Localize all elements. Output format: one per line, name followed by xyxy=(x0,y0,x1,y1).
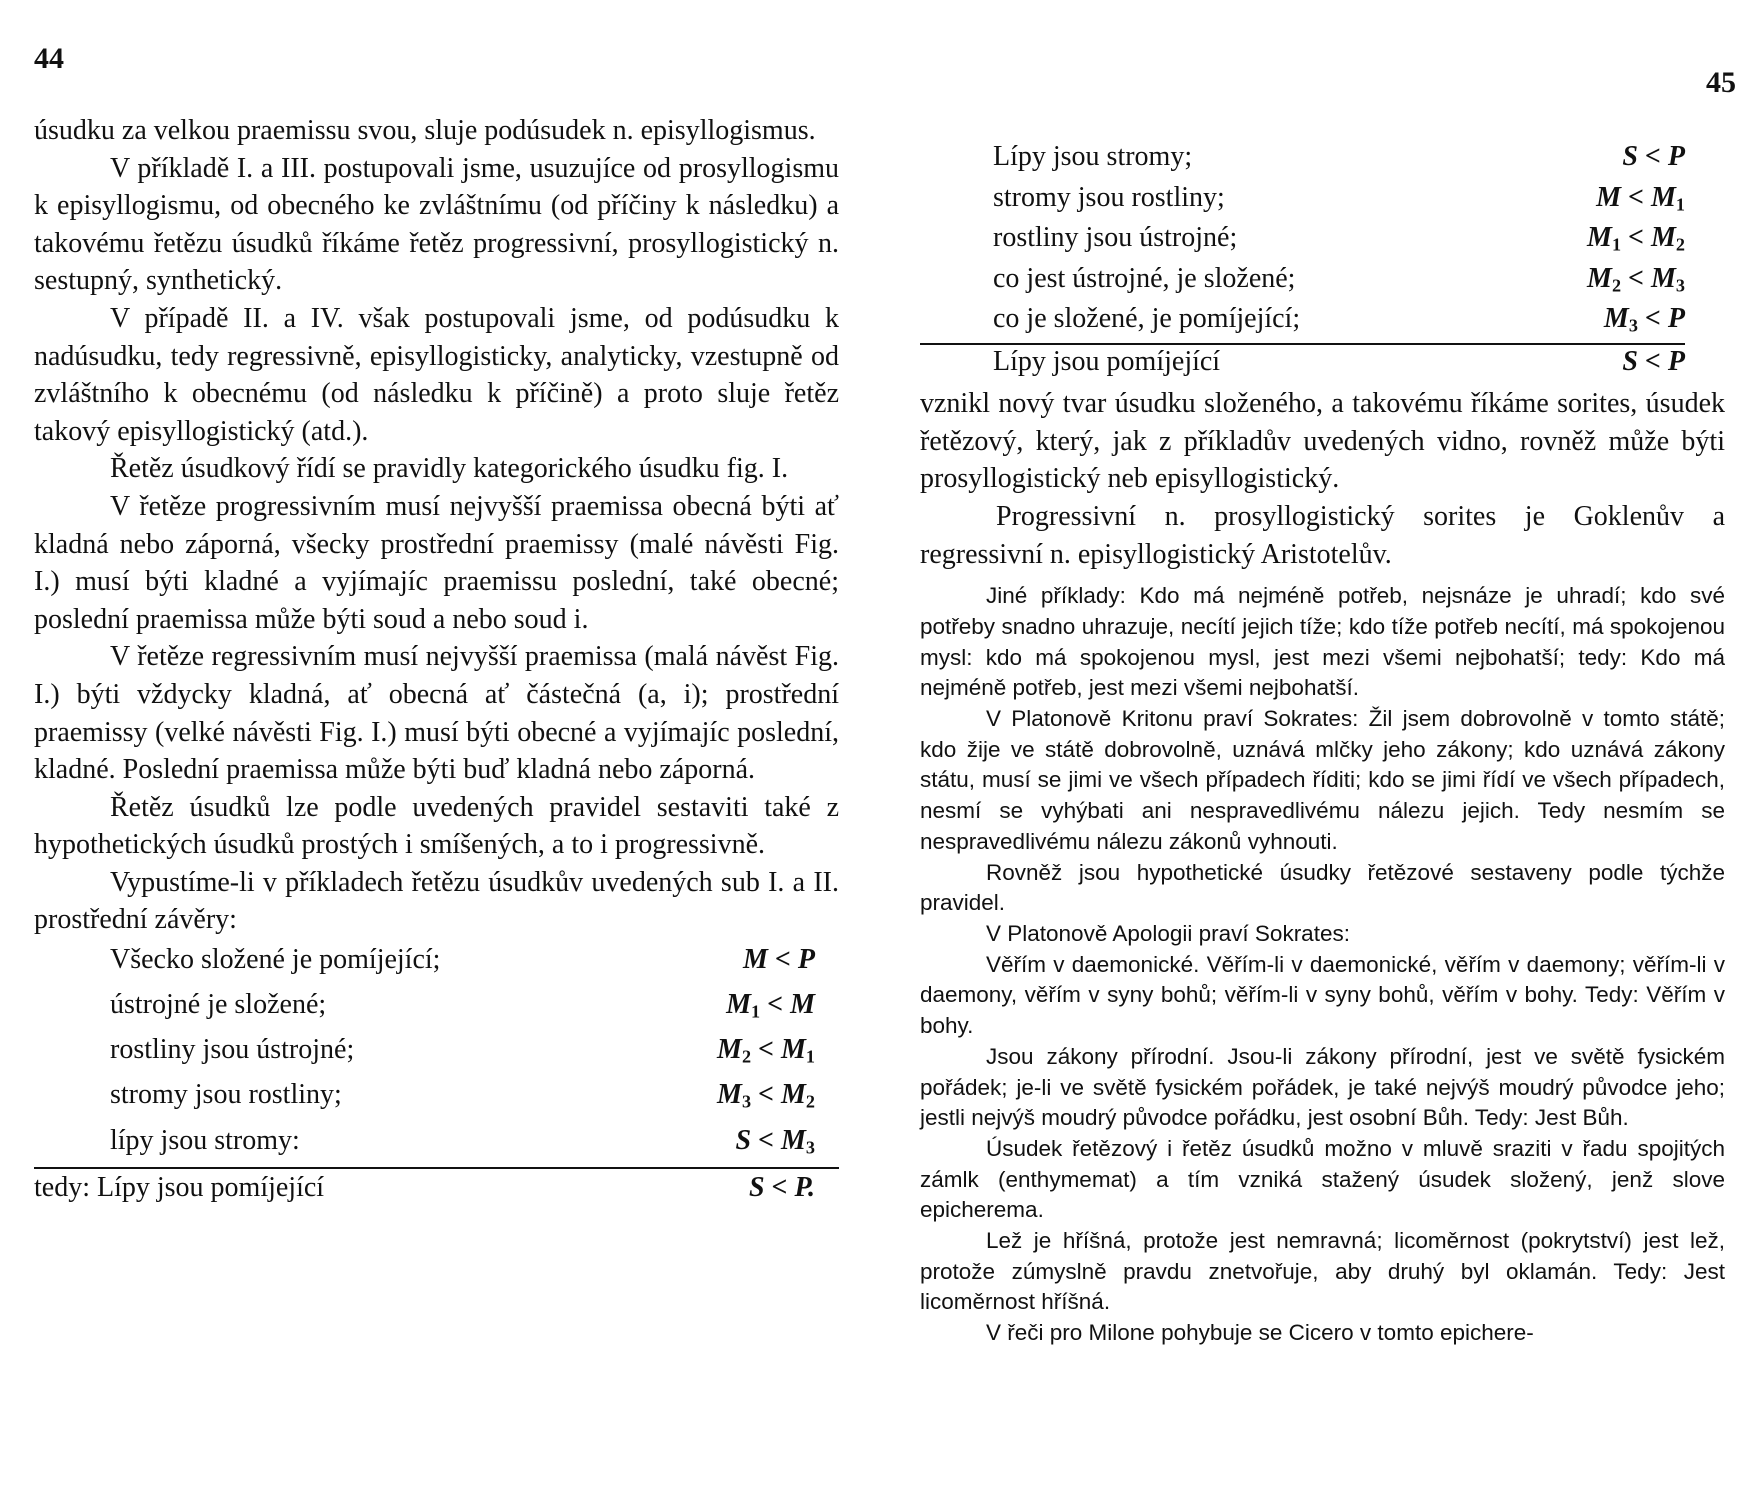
premise-text: lípy jsou stromy: xyxy=(110,1124,300,1156)
right-page xyxy=(880,0,1752,1500)
premise-text: rostliny jsou ústrojné; xyxy=(993,222,1238,254)
paragraph: V řetěze regressivním musí nejvyšší praemissa (malá návěst Fig. I.) býti vždycky kladná, ať obecná ať částečná (a, i); prostřední praemissy (velké návěsti Fig. I.) musí býti obecné a vyjímajíc poslední, kladné. Poslední praemissa může býti buď kladná nebo záporná. xyxy=(34,641,839,786)
syllogism-row xyxy=(110,1031,815,1076)
syllogism-conclusion xyxy=(34,1167,839,1214)
formula: $M_1 < M_2$ xyxy=(1587,222,1685,255)
formula: S < P. xyxy=(748,1171,815,1203)
formula: $S < M_3$ xyxy=(735,1124,815,1158)
paragraph: Řetěz úsudkový řídí se pravidly kategorického úsudku fig. I. xyxy=(110,453,789,485)
syllogism-row xyxy=(993,302,1685,343)
paragraph: Věřím v daemonické. Věřím-li v daemonické, věřím v daemony; věřím-li v daemony, věřím v syny bohů; věřím-li v syny bohů, věřím v bohy. Tedy: Věřím v bohy. xyxy=(920,951,1725,1039)
paragraph: V řetěze progressivním musí nejvyšší praemissa obecná býti ať kladná nebo záporná, všecky prostřední praemissy (malé návěsti Fig. I.) musí býti kladné a vyjímajíc praemissu poslední, také obecné; poslední praemissa může býti soud a nebo soud i. xyxy=(34,490,839,635)
premise-text: rostliny jsou ústrojné; xyxy=(110,1034,355,1066)
page-number: 44 xyxy=(34,42,64,75)
formula: S < P xyxy=(1622,141,1685,172)
left-text-column xyxy=(34,112,839,1214)
syllogism-row xyxy=(110,1076,815,1121)
syllogism-row xyxy=(993,262,1685,303)
right-text-column xyxy=(920,140,1725,1349)
formula: M < P xyxy=(743,944,815,976)
premise-text: stromy jsou rostliny; xyxy=(993,181,1225,213)
formula: $M < M_1$ xyxy=(1596,181,1685,215)
premise-text: co je složené, je pomíjející; xyxy=(993,303,1301,335)
formula: $M_3 < M_2$ xyxy=(717,1079,815,1113)
paragraph: V Platonově Kritonu praví Sokrates: Žil jsem dobrovolně v tomto státě; kdo žije ve státě dobrovolně, uznává mlčky jeho zákony; kdo uznává zákony státu, musí se jimi ve všech případech říditi; kdo se jimi řídí ve všech případech, nesmí se vyhýbati ani nespravedlivému nálezu jejich. Tedy nesmím se nespravedlivému nálezu zákonů vyhnouti. xyxy=(920,706,1725,854)
page-number: 45 xyxy=(1706,66,1736,99)
paragraph: Lež je hříšná, protože jest nemravná; licoměrnost (pokrytství) jest lež, protože zúmyslně pravdu znetvořuje, aby druhý byl oklamán. Tedy: Jest licoměrnost hříšná. xyxy=(920,1228,1725,1315)
syllogism-row xyxy=(110,986,815,1031)
premise-text: co jest ústrojné, je složené; xyxy=(993,262,1296,294)
premise-text: stromy jsou rostliny; xyxy=(110,1079,342,1111)
paragraph: V příkladě I. a III. postupovali jsme, usuzujíce od prosyllogismu k episyllogismu, od obecného ke zvláštnímu (od příčiny k následku) a takovému řetězu úsudků říkáme řetěz progressivní, prosyllogistický n. sestupný, synthetický. xyxy=(34,152,839,297)
paragraph: Jsou zákony přírodní. Jsou-li zákony přírodní, jest ve světě fysickém pořádek; je-li ve světě fysickém pořádek, je také nejvýš moudrý původce jeho; jestli nejvýš moudrý původce pořádku, jest osobní Bůh. Tedy: Jest Bůh. xyxy=(920,1043,1725,1131)
paragraph: vznikl nový tvar úsudku složeného, a takovému říkáme sorites, úsudek řetězový, který, jak z příkladův uvedených vidno, rovněž může býti prosyllogistický neb episyllogistický. xyxy=(920,388,1725,495)
paragraph: V řeči pro Milone pohybuje se Cicero v tomto epichere- xyxy=(986,1320,1534,1346)
syllogism-row xyxy=(993,140,1685,181)
syllogism-row xyxy=(993,181,1685,222)
premise-text: Všecko složené je pomíjející; xyxy=(110,944,441,976)
example-text xyxy=(920,581,1725,1349)
paragraph: Jiné příklady: Kdo má nejméně potřeb, nejsnáze je uhradí; kdo své potřeby snadno uhrazuje, necítí jejich tíže; kdo tíže potřeb necítí, má spokojenou mysl: kdo má spokojenou mysl, jest mezi všemi nejbohatší; tedy: Kdo má nejméně potřeb, jest mezi všemi nejbohatší. xyxy=(920,583,1725,701)
syllogism-conclusion xyxy=(920,343,1685,386)
formula: $M_2 < M_3$ xyxy=(1587,262,1685,296)
syllogism-row xyxy=(110,1122,815,1167)
left-page xyxy=(0,0,860,1500)
syllogism-chain xyxy=(920,140,1725,385)
formula: $M_2 < M_1$ xyxy=(717,1034,815,1067)
premise-text: Lípy jsou pomíjející xyxy=(993,345,1221,377)
paragraph: V případě II. a IV. však postupovali jsme, od podúsudku k nadúsudku, tedy regressivně, episyllogisticky, analyticky, vzestupně od zvláštního k obecnému (od následku k příčině) a proto sluje řetěz takový episyllogistický (atd.). xyxy=(34,302,839,447)
paragraph: Řetěz úsudků lze podle uvedených pravidel sestaviti také z hypothetických úsudků prostých i smíšených, a to i progressivně. xyxy=(34,791,839,861)
syllogism-row xyxy=(993,221,1685,262)
premise-text: tedy: Lípy jsou pomíjející xyxy=(34,1171,325,1203)
premise-text: ústrojné je složené; xyxy=(110,989,327,1021)
paragraph: V Platonově Apologii praví Sokrates: xyxy=(986,920,1350,946)
main-text xyxy=(920,385,1725,573)
paragraph: Rovněž jsou hypothetické úsudky řetězové sestaveny podle týchže pravidel. xyxy=(920,859,1725,916)
formula: S < P xyxy=(1622,345,1685,377)
syllogism-row xyxy=(110,941,815,986)
premise-text: Lípy jsou stromy; xyxy=(993,141,1193,172)
paragraph: Progressivní n. prosyllogistický sorites je Goklenův a regressivní n. episyllogistický Aristotelův. xyxy=(920,501,1725,570)
syllogism-chain xyxy=(34,941,839,1214)
paragraph: úsudku za velkou praemissu svou, sluje podúsudek n. episyllogismus. xyxy=(34,115,816,146)
paragraph: Úsudek řetězový i řetěz úsudků možno v mluvě sraziti v řadu spojitých zámlk (enthymemat) a tím vzniká stažený úsudek složený, jenž slove epicherema. xyxy=(920,1135,1725,1223)
paragraph: Vypustíme-li v příkladech řetězu úsudkův uvedených sub I. a II. prostřední závěry: xyxy=(34,866,839,936)
formula: $M_1 < M$ xyxy=(726,989,815,1022)
formula: $M_3 < P$ xyxy=(1603,303,1685,336)
